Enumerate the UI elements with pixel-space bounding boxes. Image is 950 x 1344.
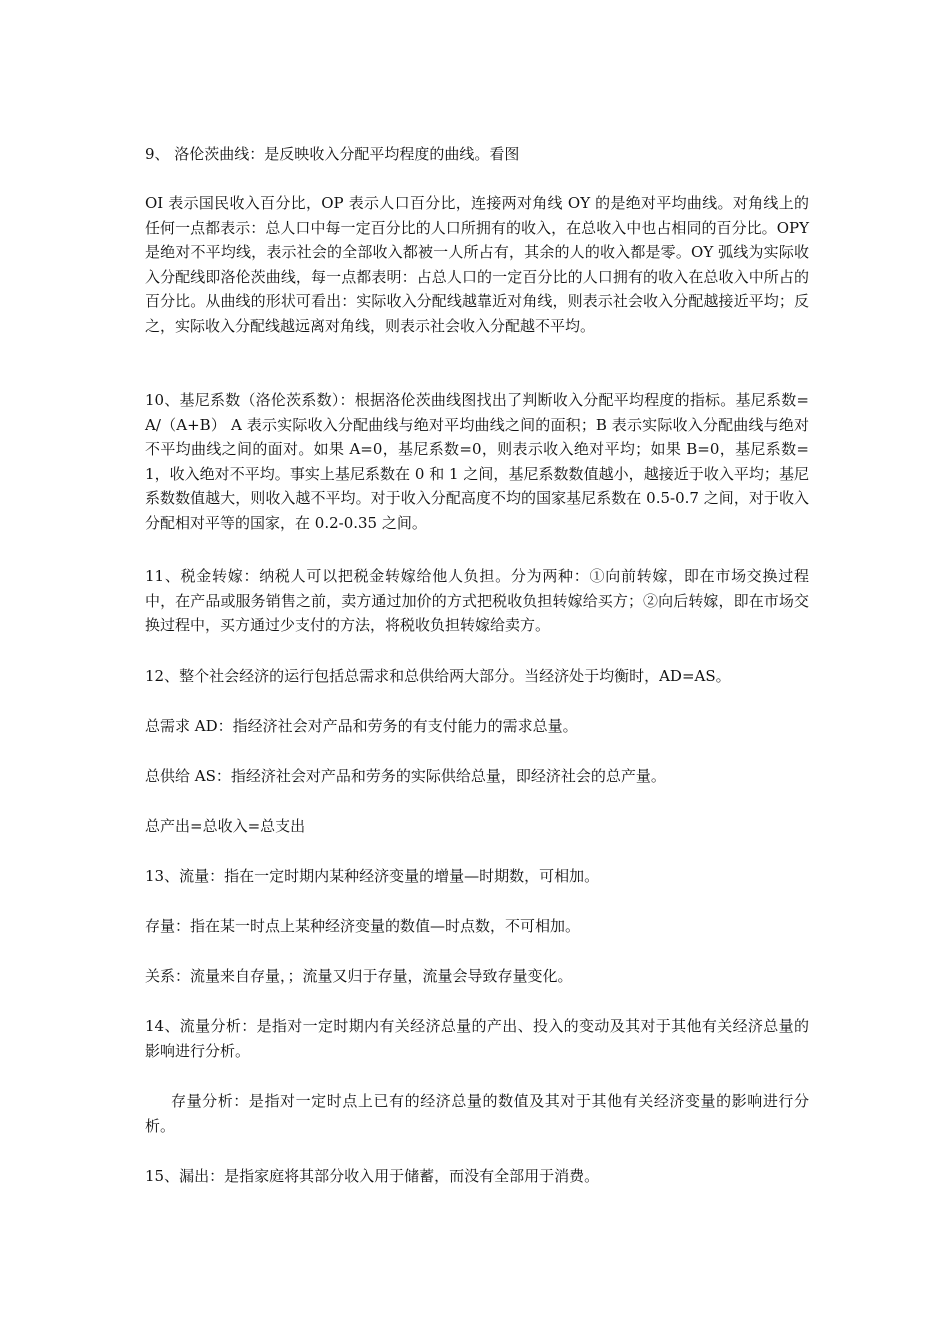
paragraph-lorenz-curve-explanation: OI 表示国民收入百分比，OP 表示人口百分比，连接两对角线 OY 的是绝对平均曲线。对角线上的任何一点都表示：总人口中每一定百分比的人口所拥有的收入，在总收入中也占相同的百分比。OPY 是绝对不平均线，表示社会的全部收入都被一人所占有，其余的人的收入都是零。OY 弧线为实际收入分配线即洛伦茨曲线，每一点都表明：占总人口的一定百分比的人口拥有的收入在总收入中所占的百分比。从曲线的形状可看出：实际收入分配线越靠近对角线，则表示社会收入分配越接近平均；反之，实际收入分配线越远离对角线，则表示社会收入分配越不平均。 <box>145 194 809 335</box>
paragraph-aggregate-demand-supply: 12、整个社会经济的运行包括总需求和总供给两大部分。当经济处于均衡时，AD=AS。 <box>145 667 731 685</box>
paragraph-flow-analysis: 14、流量分析：是指对一定时期内有关经济总量的产出、投入的变动及其对于其他有关经济总量的影响进行分析。 <box>145 1017 809 1060</box>
paragraph-aggregate-supply: 总供给 AS：指经济社会对产品和劳务的实际供给总量，即经济社会的总产量。 <box>145 767 666 785</box>
paragraph-lorenz-curve-heading: 9、 洛伦茨曲线：是反映收入分配平均程度的曲线。看图 <box>145 145 520 163</box>
paragraph-gini-coefficient: 10、基尼系数（洛伦茨系数）：根据洛伦茨曲线图找出了判断收入分配平均程度的指标。基尼系数=A/（A+B） A 表示实际收入分配曲线与绝对平均曲线之间的面积；B 表示实际收入分配曲线与绝对不平均曲线之间的面对。如果 A=0，基尼系数=0，则表示收入绝对平均；如果 B=0，基尼系数=1，收入绝对不平均。事实上基尼系数在 0 和 1 之间，基尼系数数值越小，越接近于收入平均；基尼系数数值越大，则收入越不平均。对于收入分配高度不均的国家基尼系数在 0.5-0.7 之间，对于收入分配相对平等的国家，在 0.2-0.35 之间。 <box>145 391 809 532</box>
paragraph-tax-shifting: 11、税金转嫁：纳税人可以把税金转嫁给他人负担。分为两种：①向前转嫁，即在市场交换过程中，在产品或服务销售之前，卖方通过加价的方式把税收负担转嫁给买方；②向后转嫁，即在市场交换过程中，买方通过少支付的方法，将税收负担转嫁给卖方。 <box>145 567 809 634</box>
paragraph-flow: 13、流量：指在一定时期内某种经济变量的增量—时期数，可相加。 <box>145 867 600 885</box>
paragraph-stock-analysis: 存量分析：是指对一定时点上已有的经济总量的数值及其对于其他有关经济变量的影响进行分析。 <box>145 1092 809 1135</box>
paragraph-flow-stock-relation: 关系：流量来自存量，；流量又归于存量，流量会导致存量变化。 <box>145 967 573 985</box>
paragraph-leakage: 15、漏出：是指家庭将其部分收入用于储蓄，而没有全部用于消费。 <box>145 1167 600 1185</box>
paragraph-stock: 存量：指在某一时点上某种经济变量的数值—时点数，不可相加。 <box>145 917 581 935</box>
paragraph-aggregate-demand: 总需求 AD：指经济社会对产品和劳务的有支付能力的需求总量。 <box>145 717 578 735</box>
paragraph-output-identity: 总产出=总收入=总支出 <box>145 817 306 835</box>
